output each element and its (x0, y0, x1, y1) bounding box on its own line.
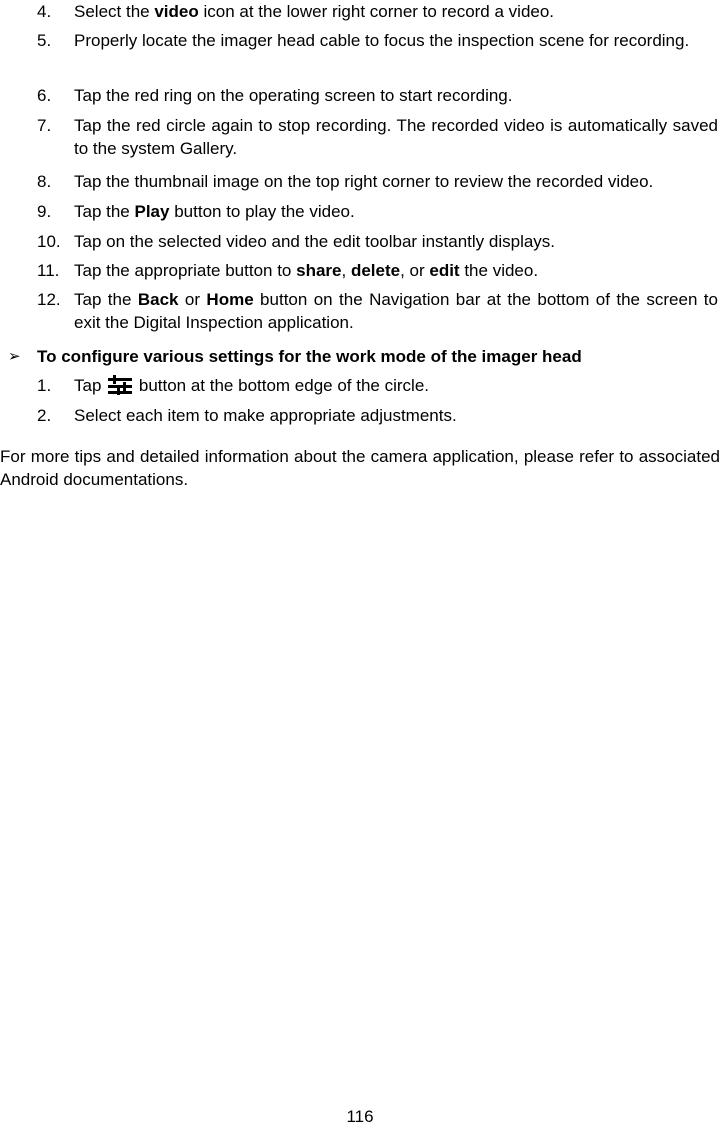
step-text: Tap button at the bottom edge of the circle. (74, 376, 429, 395)
step-text: Tap the Back or Home button on the Navigation bar at the bottom of the screen to exit the Digital Inspection application. (74, 290, 718, 332)
step-number: 5. (37, 31, 52, 50)
step-text: Properly locate the imager head cable to focus the inspection scene for recording. (74, 31, 690, 50)
step-number: 10. (37, 232, 61, 251)
step-text: Tap the red ring on the operating screen to start recording. (74, 86, 513, 105)
step-number: 12. (37, 290, 61, 309)
step-number: 6. (37, 86, 52, 105)
step-text: Tap the thumbnail image on the top right corner to review the recorded video. (74, 172, 654, 191)
step-number: 9. (37, 202, 52, 221)
step-text: Tap the appropriate button to share, delete, or edit the video. (74, 261, 539, 280)
closing-paragraph: For more tips and detailed information about the camera application, please refer to associated Android documentations. (0, 447, 720, 489)
step-text: Select each item to make appropriate adjustments. (74, 406, 457, 425)
step-number: 7. (37, 116, 52, 135)
step-number: 11. (37, 261, 60, 280)
arrow-bullet-icon: ➢ (8, 348, 21, 365)
step-number: 2. (37, 406, 52, 425)
step-text: Tap on the selected video and the edit toolbar instantly displays. (74, 232, 556, 251)
step-text: Tap the red circle again to stop recording. The recorded video is automatically saved to the system Gallery. (74, 116, 718, 158)
section-heading-text: To configure various settings for the work mode of the imager head (37, 347, 582, 366)
step-text: Select the video icon at the lower right corner to record a video. (74, 2, 555, 21)
step-number: 4. (37, 2, 52, 21)
step-number: 8. (37, 172, 52, 191)
step-number: 1. (37, 376, 52, 395)
page-number: 116 (346, 1107, 374, 1126)
step-text: Tap the Play button to play the video. (74, 202, 355, 221)
settings-sliders-icon (107, 375, 133, 395)
